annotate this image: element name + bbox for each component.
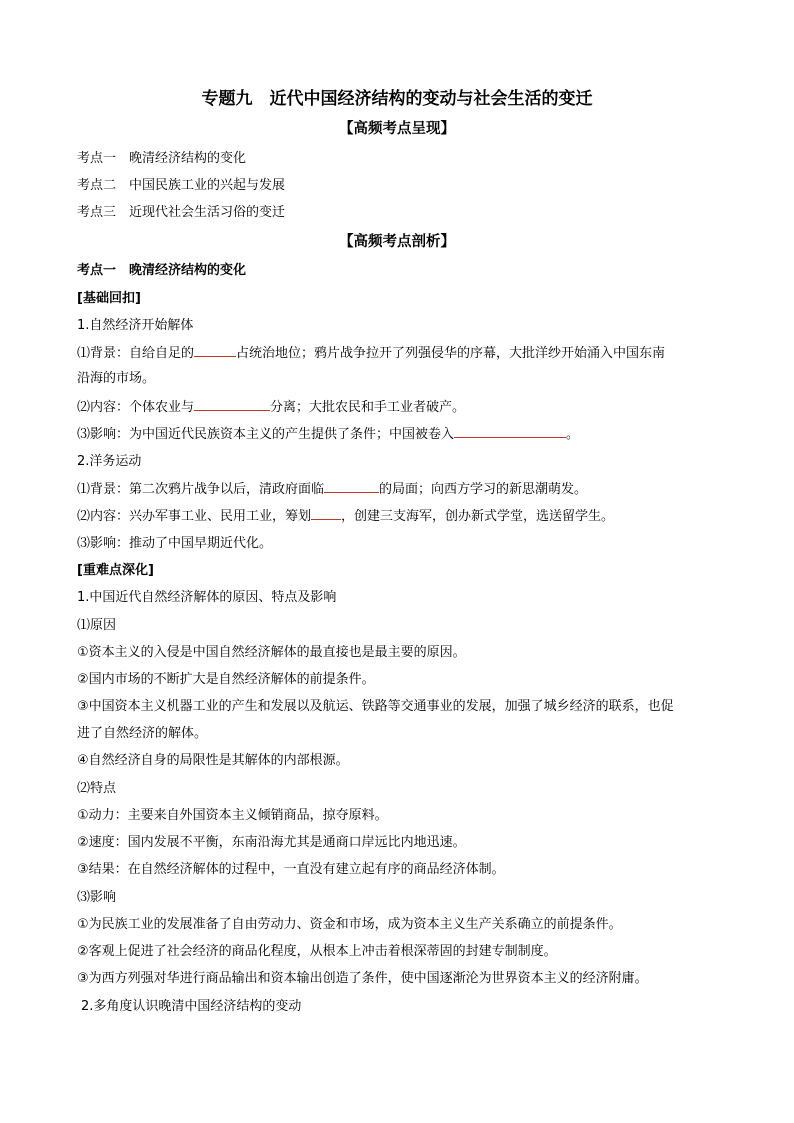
paragraph-line: ③中国资本主义机器工业的产生和发展以及航运、铁路等交通事业的发展，加强了城乡经济的联系，也促 <box>77 699 674 714</box>
subitem-heading: ⑴原因 <box>77 618 117 633</box>
paragraph-line <box>77 398 727 417</box>
exam-point-list-item: 考点二 中国民族工业的兴起与发展 <box>77 178 286 193</box>
exam-point-heading: 考点一 晚清经济结构的变化 <box>77 263 247 278</box>
paragraph-line <box>77 507 727 526</box>
text-fragment: ⑴背景：自给自足的 <box>77 346 195 361</box>
item-heading: 1.中国近代自然经济解体的原因、特点及影响 <box>77 590 337 605</box>
text-fragment: 。 <box>566 427 580 442</box>
fill-blank[interactable] <box>454 425 566 438</box>
paragraph-line <box>77 344 727 363</box>
paragraph-line: ①资本主义的入侵是中国自然经济解体的最直接也是最主要的原因。 <box>77 645 466 660</box>
paragraph-line: ①动力：主要来自外国资本主义倾销商品，掠夺原料。 <box>77 808 388 823</box>
fill-blank[interactable] <box>194 398 270 411</box>
paragraph-line: ②速度：国内发展不平衡，东南沿海尤其是通商口岸远比内地迅速。 <box>77 835 466 850</box>
paragraph-line: ①为民族工业的发展准备了自由劳动力、资金和市场，成为资本主义生产关系确立的前提条件。 <box>77 917 622 932</box>
text-fragment: ⑵内容：个体农业与 <box>77 400 195 415</box>
item-heading: 2.多角度认识晚清中国经济结构的变动 <box>81 999 302 1014</box>
subsection-label-key: [重难点深化] <box>77 563 154 578</box>
fill-blank[interactable] <box>324 480 379 493</box>
paragraph-line: ②国内市场的不断扩大是自然经济解体的前提条件。 <box>77 672 375 687</box>
paragraph-line: ③为西方列强对华进行商品输出和资本输出创造了条件，使中国逐渐沦为世界资本主义的经济附庸。 <box>77 971 648 986</box>
paragraph-line <box>77 425 727 444</box>
exam-point-list-item: 考点三 近现代社会生活习俗的变迁 <box>77 205 286 220</box>
page-title: 专题九 近代中国经济结构的变动与社会生活的变迁 <box>201 89 593 109</box>
section-heading-present: 【高频考点呈现】 <box>339 121 455 137</box>
paragraph-line: ②客观上促进了社会经济的商品化程度，从根本上冲击着根深蒂固的封建专制制度。 <box>77 944 557 959</box>
item-heading: 1.自然经济开始解体 <box>77 318 194 333</box>
section-heading-analysis: 【高频考点剖析】 <box>339 234 455 250</box>
text-fragment: ⑵内容：兴办军事工业、民用工业，筹划 <box>77 509 312 524</box>
subsection-label-basic: [基础回扣] <box>77 291 141 306</box>
paragraph-line: 进了自然经济的解体。 <box>77 726 208 741</box>
paragraph-line <box>77 480 727 499</box>
paragraph-line: ⑶影响：推动了中国早期近代化。 <box>77 536 273 551</box>
text-fragment: 的局面；向西方学习的新思潮萌发。 <box>379 482 588 497</box>
fill-blank[interactable] <box>311 507 341 520</box>
text-fragment: ⑴背景：第二次鸦片战争以后，清政府面临 <box>77 482 325 497</box>
text-fragment: ，创建三支海军，创办新式学堂，选送留学生。 <box>341 509 615 524</box>
fill-blank[interactable] <box>194 344 236 357</box>
text-fragment: ⑶影响：为中国近代民族资本主义的产生提供了条件；中国被卷入 <box>77 427 455 442</box>
paragraph-line: ③结果：在自然经济解体的过程中，一直没有建立起有序的商品经济体制。 <box>77 862 505 877</box>
exam-point-list-item: 考点一 晚清经济结构的变化 <box>77 151 247 166</box>
text-fragment: 分离；大批农民和手工业者破产。 <box>270 400 466 415</box>
subitem-heading: ⑶影响 <box>77 890 117 905</box>
subitem-heading: ⑵特点 <box>77 781 117 796</box>
text-fragment: 占统治地位；鸦片战争拉开了列强侵华的序幕，大批洋纱开始涌入中国东南 <box>236 346 666 361</box>
item-heading: 2.洋务运动 <box>77 454 142 469</box>
paragraph-line: ④自然经济自身的局限性是其解体的内部根源。 <box>77 753 349 768</box>
paragraph-line: 沿海的市场。 <box>77 371 156 386</box>
